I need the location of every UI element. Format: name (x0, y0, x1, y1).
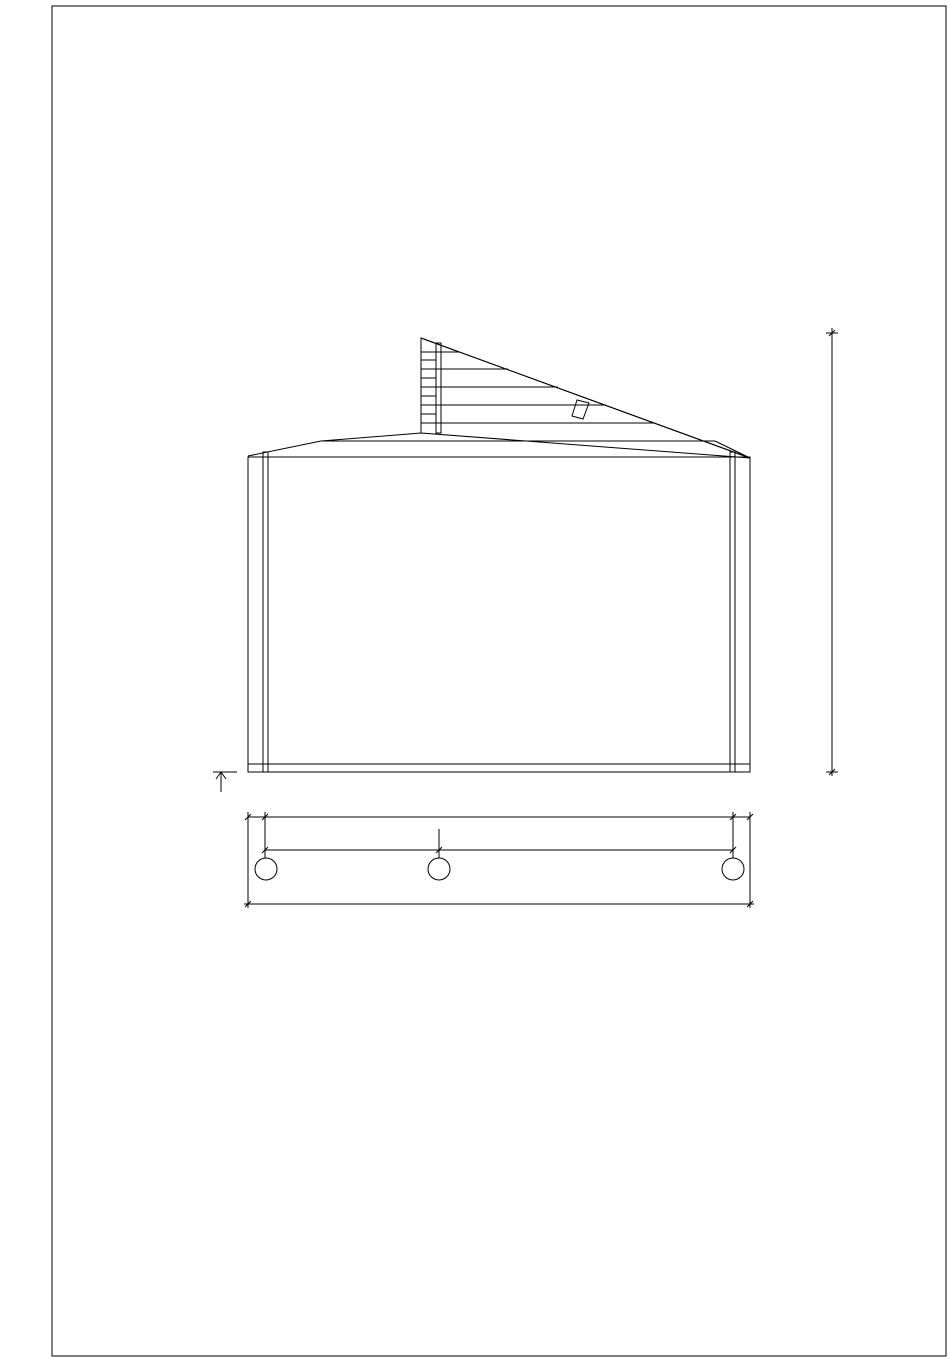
sheet-border (52, 6, 946, 1356)
plan-dimensions (244, 812, 754, 908)
wall-marker (213, 772, 237, 792)
roof-line (248, 433, 750, 458)
height-dimension (826, 328, 838, 776)
wall-outline (248, 457, 750, 772)
vent-block (572, 400, 589, 419)
arrow-up-icon (216, 772, 221, 779)
main-wall (248, 452, 750, 772)
gable-section (421, 338, 750, 458)
gable-post (436, 343, 441, 433)
left-post (263, 452, 268, 772)
axis-a (255, 858, 277, 880)
axis-c (722, 858, 744, 880)
axis-b (428, 858, 450, 880)
right-post (730, 452, 735, 772)
